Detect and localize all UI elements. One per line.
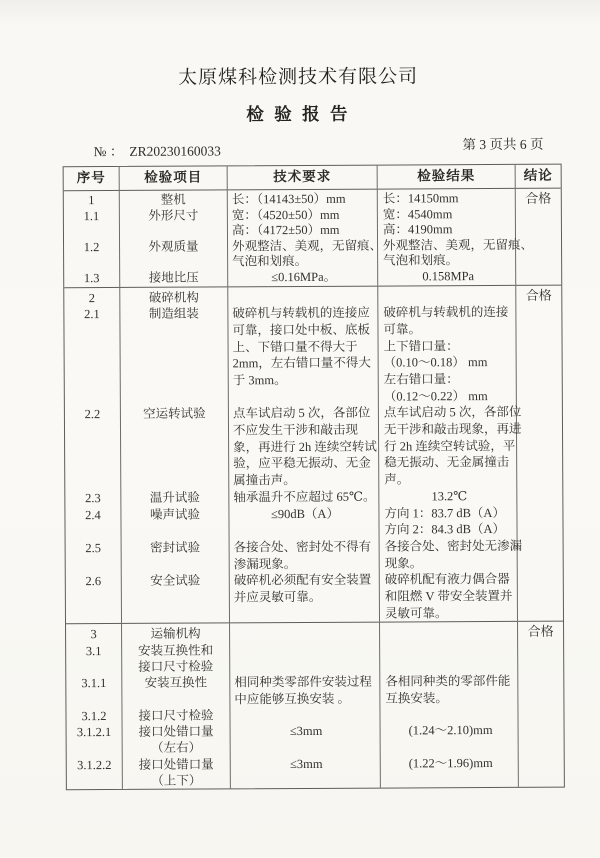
header-requirement: 技术要求: [228, 166, 378, 190]
seq-text: [64, 224, 119, 240]
item-cell: [120, 190, 228, 286]
report-title: 检 验 报 告: [246, 103, 351, 125]
conclusion-text: 合格: [527, 623, 554, 640]
requirement-line: 中应能够互换安装 。: [234, 691, 351, 706]
seq-text: 2.6: [85, 574, 102, 589]
seq-text: [65, 423, 120, 440]
seq-text: 3: [90, 627, 97, 642]
requirement-line: [234, 625, 377, 642]
header-conclusion: 结论: [523, 167, 553, 183]
seq-text: [64, 255, 119, 271]
requirement-line: 轴承温升不应超过 65℃。: [233, 489, 376, 505]
req-cell: [228, 286, 380, 623]
seq-text: [65, 456, 120, 473]
item-text: [121, 422, 228, 439]
res-cell: [378, 285, 523, 621]
seq-text: 2.3: [85, 490, 101, 505]
requirement-line: 点车试启动 5 次，各部位: [232, 406, 371, 421]
item-text: [120, 224, 227, 240]
item-text: [121, 356, 228, 373]
requirement-line: ≤0.16MPa。: [271, 269, 337, 285]
table-section: [64, 189, 561, 288]
res-cell: [378, 189, 534, 285]
report-number: [93, 139, 220, 160]
item-text: 整机: [160, 192, 186, 207]
requirement-line: [234, 658, 377, 675]
seq-text: 2.5: [85, 540, 101, 556]
item-text: [121, 339, 228, 356]
requirement-line: [234, 605, 377, 622]
seq-text: [67, 773, 122, 790]
result-line: 气泡和划痕。: [383, 253, 459, 268]
requirement-line: 象，再进行 2h 连续空转试: [233, 439, 377, 455]
result-line: 破碎机与转载机的连接: [383, 305, 509, 320]
requirement-line: 不应发生干涉和敲击现: [232, 422, 359, 438]
item-text: [122, 556, 229, 573]
company-name: 太原煤科检测技术有限公司: [178, 66, 419, 89]
result-line: [385, 640, 515, 657]
result-line: 各相同种类的零部件能: [385, 674, 511, 689]
requirement-line: 气泡和划痕。: [232, 254, 308, 269]
item-text: 制造组装: [148, 306, 199, 322]
seq-text: 3.1.2: [81, 708, 107, 723]
seq-text: [65, 390, 120, 407]
item-text: [120, 322, 227, 339]
requirement-line: 外观整洁、美观，无留痕、: [232, 238, 383, 254]
seq-cell: [66, 624, 123, 789]
seq-text: 3.1.2.2: [77, 757, 112, 772]
requirement-line: 长：（14143±50）mm: [231, 191, 346, 207]
result-line: 可靠。: [383, 322, 422, 337]
requirement-line: 宽：（4520±50）mm: [231, 207, 340, 222]
item-text: 运输机构: [150, 626, 201, 642]
item-text: 接口处错口量: [138, 757, 214, 772]
seq-text: 1.3: [83, 271, 100, 286]
item-text: 接口处错口量: [138, 724, 214, 739]
requirement-line: ≤90dB（A）: [270, 506, 339, 521]
result-line: 灵敏可靠。: [384, 605, 448, 621]
requirement-line: ≤3mm: [289, 723, 323, 739]
result-line: 各接合处、密封处无渗漏: [384, 538, 523, 554]
report-number-label: № ：: [93, 143, 124, 160]
requirement-line: [233, 522, 376, 539]
seq-text: 1.2: [83, 239, 100, 254]
conclusion-cell: [516, 285, 563, 621]
seq-text: [65, 440, 120, 457]
requirement-line: 相同种类零部件安装过程: [234, 674, 372, 690]
seq-text: 3.1: [85, 643, 102, 658]
result-line: 方向 2：84.3 dB（A）: [384, 522, 506, 537]
res-cell: [380, 622, 519, 788]
inspection-table: [63, 164, 565, 791]
item-text: 接口尺寸检验: [138, 659, 214, 674]
requirement-line: 渗漏现象。: [233, 556, 297, 571]
result-line: 外观整洁、美观，无留痕、: [383, 237, 534, 253]
result-line: 现象。: [384, 555, 423, 571]
req-cell: [228, 190, 383, 286]
result-line: (1.22～1.96)mm: [408, 755, 493, 771]
table-body: [64, 189, 564, 790]
item-text: 温升试验: [149, 490, 200, 505]
result-line: 声。: [384, 472, 410, 487]
requirement-line: 并应灵敏可靠。: [233, 589, 322, 605]
item-text: [121, 439, 228, 456]
seq-text: 3.1.1: [81, 676, 107, 691]
conclusion-text: 合格: [525, 190, 552, 206]
result-line: (1.24～2.10)mm: [408, 723, 493, 738]
result-line: [385, 624, 515, 641]
item-text: 接地比压: [148, 270, 199, 285]
item-text: 空运转试验: [143, 406, 206, 422]
item-text: 破碎机构: [148, 290, 199, 305]
page-indicator: 第 3 页共 6 页: [462, 136, 544, 153]
seq-text: [66, 607, 121, 624]
requirement-line: [232, 288, 375, 305]
seq-text: 2.2: [84, 407, 101, 422]
seq-text: 2.1: [84, 307, 100, 322]
seq-text: 1: [88, 193, 95, 208]
result-line: 稳无振动、无金属撞击: [384, 455, 510, 470]
requirement-line: [235, 772, 378, 789]
result-line: （0.10～0.18） mm: [383, 355, 488, 370]
seq-text: [66, 659, 121, 676]
result-line: [383, 287, 513, 304]
requirement-line: 属撞击声。: [233, 473, 296, 488]
table-section: [64, 285, 563, 624]
seq-cell: [64, 191, 120, 287]
result-line: [385, 706, 515, 723]
item-text: [122, 606, 229, 623]
item-text: （上下）: [151, 773, 202, 788]
seq-text: [66, 691, 121, 708]
item-text: [121, 523, 228, 540]
result-line: 左右错口量：: [383, 372, 459, 387]
requirement-line: 高：（4172±50）mm: [231, 222, 340, 238]
result-line: 无干涉和敲击现象，再进: [383, 421, 522, 437]
result-line: [386, 738, 516, 755]
seq-text: [65, 523, 120, 540]
item-text: 外观质量: [148, 239, 199, 254]
result-line: 破碎机配有液力偶合器: [384, 572, 510, 587]
requirement-line: 各接合处、密封处不得有: [233, 539, 372, 555]
item-text: [120, 255, 227, 271]
requirement-line: 验，应平稳无振动、无金: [233, 456, 371, 471]
requirement-line: 于 3mm。: [232, 373, 287, 388]
item-text: [121, 372, 228, 389]
result-line: 0.158MPa: [422, 269, 475, 284]
conclusion-text: 合格: [525, 287, 552, 303]
table-header-row: [64, 165, 561, 192]
seq-text: [67, 740, 122, 757]
result-line: [385, 657, 515, 674]
header-item: 检验项目: [120, 166, 228, 190]
result-line: 互换安装。: [385, 690, 448, 706]
result-line: 13.2℃: [431, 488, 468, 504]
conclusion-cell: [518, 622, 564, 787]
result-line: 上下错口量：: [383, 338, 459, 354]
table-section: [66, 622, 564, 790]
seq-text: [65, 373, 120, 390]
requirement-line: 破碎机必须配有安全装置: [233, 572, 372, 588]
item-text: 安装互换性: [144, 675, 208, 691]
item-cell: [120, 287, 230, 623]
seq-text: [66, 590, 121, 607]
item-text: [121, 389, 228, 406]
requirement-line: [234, 706, 377, 723]
seq-text: 3.1.2.1: [76, 725, 112, 740]
item-text: [121, 473, 228, 490]
result-line: 高：4190mm: [382, 222, 453, 237]
header-result: 检验结果: [378, 165, 516, 189]
seq-text: 2: [88, 290, 95, 305]
item-text: 密封试验: [150, 540, 201, 555]
result-line: （0.12～0.22） mm: [383, 388, 488, 404]
item-text: [122, 589, 229, 606]
report-number-value: ZR20230160033: [129, 143, 221, 159]
seq-text: [66, 557, 121, 574]
seq-text: 1.1: [83, 208, 100, 223]
result-line: 宽：4540mm: [382, 206, 453, 222]
requirement-line: [235, 739, 378, 756]
result-line: 方向 1：83.7 dB（A）: [384, 505, 505, 521]
result-line: 行 2h 连续空转试验，平: [384, 438, 516, 454]
result-line: 长：14150mm: [382, 191, 459, 206]
result-line: 点车试启动 5 次，各部位: [383, 405, 522, 420]
requirement-line: 2mm，左右错口量不得大: [232, 355, 371, 371]
requirement-line: [233, 388, 376, 405]
item-text: 外形尺寸: [148, 208, 199, 223]
item-text: 接口尺寸检验: [138, 708, 214, 723]
requirement-line: 上、下错口量不得大于: [232, 339, 358, 354]
requirement-line: [234, 641, 377, 658]
item-text: [121, 456, 228, 473]
item-text: 安装互换性和: [138, 643, 214, 658]
item-text: [122, 691, 229, 708]
item-text: 噪声试验: [149, 507, 200, 522]
req-cell: [230, 623, 381, 789]
seq-text: 2.4: [85, 507, 101, 522]
item-text: 安全试验: [150, 573, 201, 589]
item-text: （左右）: [151, 740, 202, 756]
requirement-line: ≤3mm: [289, 756, 323, 771]
requirement-line: 破碎机与转载机的连接应: [232, 305, 370, 321]
result-line: 和阻燃 V 带安全装置并: [384, 588, 513, 604]
header-seq: 序号: [64, 167, 120, 190]
seq-text: [64, 323, 119, 340]
seq-text: [65, 356, 120, 373]
seq-text: [65, 473, 120, 490]
requirement-line: 可靠，接口处中板、底板: [232, 322, 371, 338]
result-line: [386, 771, 516, 788]
seq-cell: [64, 288, 122, 624]
seq-text: [65, 340, 120, 357]
conclusion-cell: [516, 189, 561, 285]
item-cell: [122, 624, 231, 790]
